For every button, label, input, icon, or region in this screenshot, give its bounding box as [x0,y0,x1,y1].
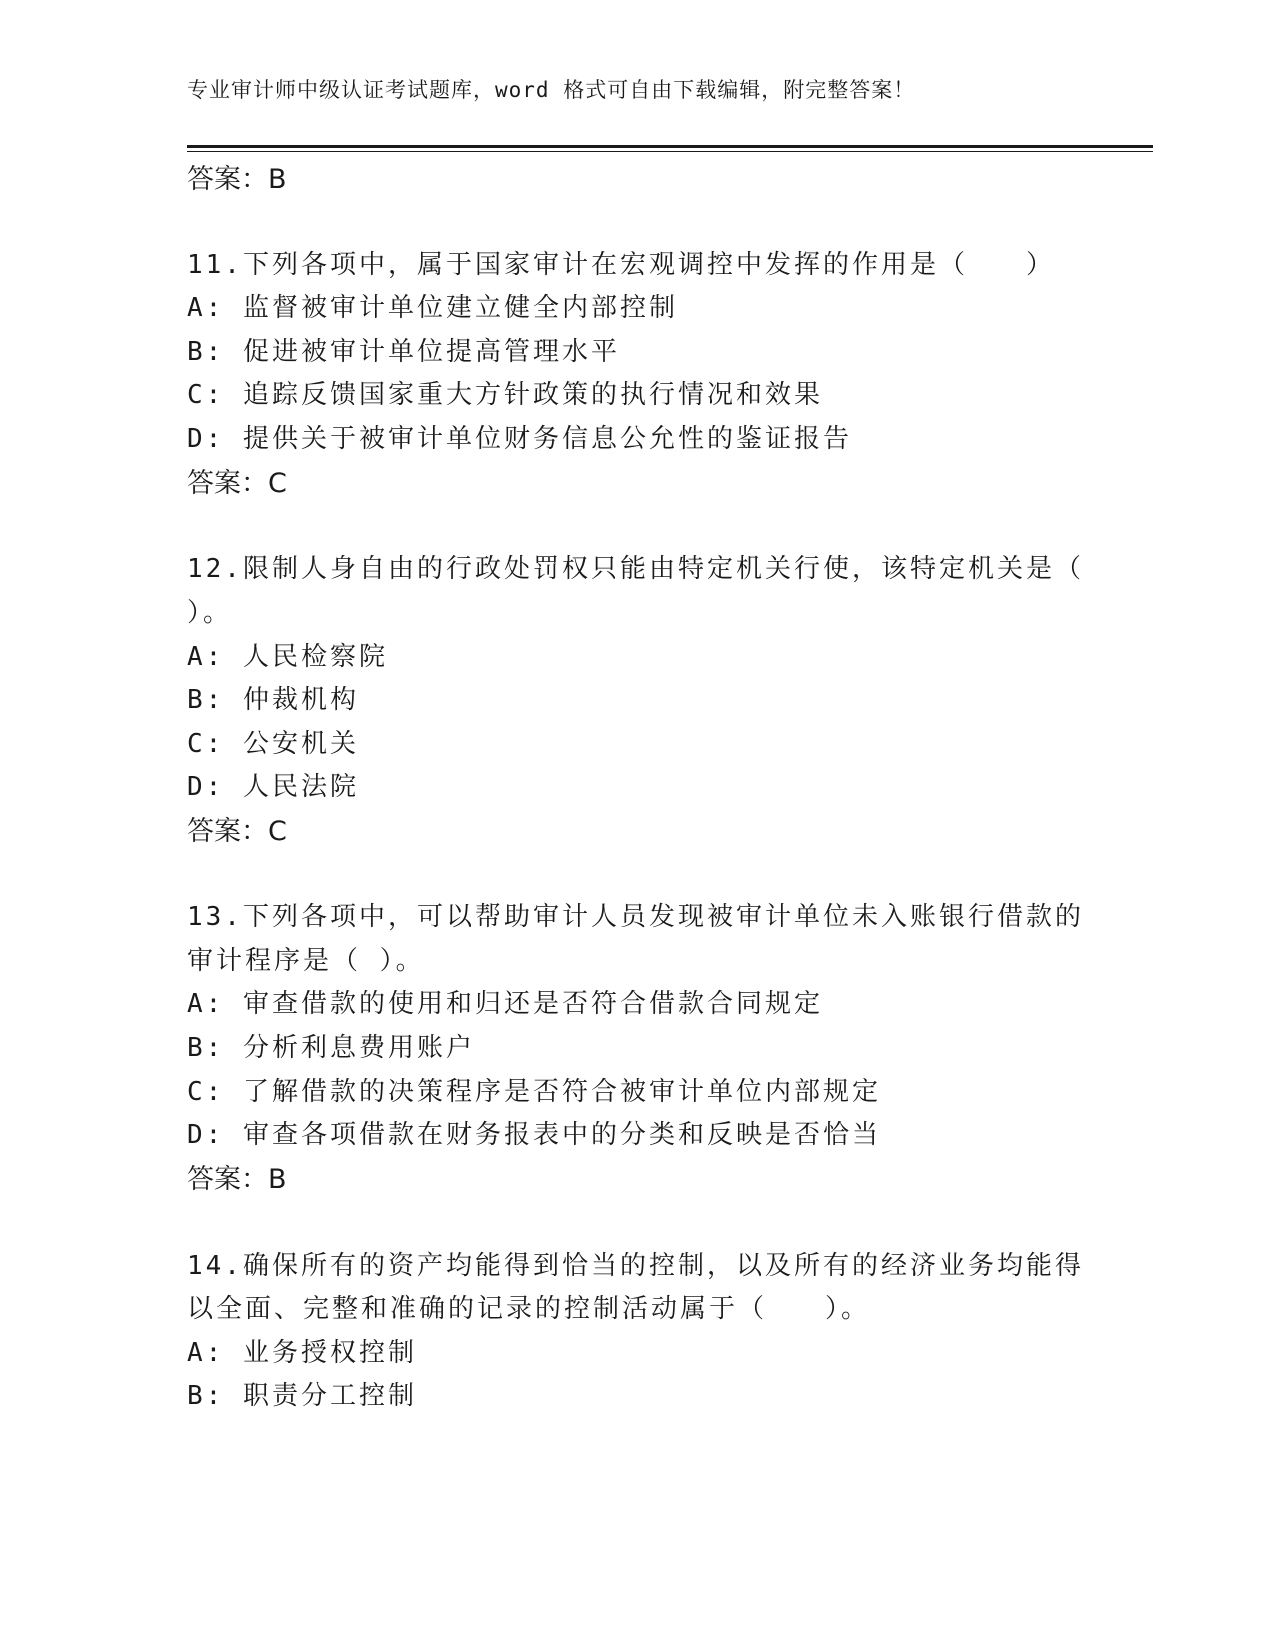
page-header: 专业审计师中级认证考试题库，word 格式可自由下载编辑，附完整答案！ [187,78,916,102]
question-12-option-a: A: 人民检察院 [187,642,388,672]
question-11-answer: 答案：C [187,468,287,499]
question-12-option-b: B: 仲裁机构 [187,685,359,715]
question-12-answer: 答案：C [187,816,287,847]
question-13-text-line-2: 审计程序是（ ）。 [187,946,425,976]
question-11-option-d: D: 提供关于被审计单位财务信息公允性的鉴证报告 [187,424,852,454]
question-12-option-c: C: 公安机关 [187,729,359,759]
question-14-option-a: A: 业务授权控制 [187,1338,417,1368]
question-14-text-line-2: 以全面、完整和准确的记录的控制活动属于（ ）。 [187,1294,871,1324]
question-13-text-line-1: 13.下列各项中，可以帮助审计人员发现被审计单位未入账银行借款的 [187,902,1084,932]
previous-answer: 答案：B [187,164,287,195]
question-11-option-a: A: 监督被审计单位建立健全内部控制 [187,293,678,323]
question-12-text-line-1: 12.限制人身自由的行政处罚权只能由特定机关行使，该特定机关是（ [187,554,1084,584]
question-13-option-b: B: 分析利息费用账户 [187,1033,475,1063]
question-11-option-c: C: 追踪反馈国家重大方针政策的执行情况和效果 [187,380,823,410]
question-12-option-d: D: 人民法院 [187,772,359,802]
question-11-option-b: B: 促进被审计单位提高管理水平 [187,337,620,367]
question-13-option-c: C: 了解借款的决策程序是否符合被审计单位内部规定 [187,1077,881,1107]
header-rule-thick [187,145,1153,148]
header-rule-thin [187,151,1153,152]
question-13-option-a: A: 审查借款的使用和归还是否符合借款合同规定 [187,989,823,1019]
question-14-text-line-1: 14.确保所有的资产均能得到恰当的控制，以及所有的经济业务均能得 [187,1251,1084,1281]
question-13-answer: 答案：B [187,1164,287,1195]
question-13-option-d: D: 审查各项借款在财务报表中的分类和反映是否恰当 [187,1120,881,1150]
question-12-text-line-2: ）。 [187,598,233,628]
question-11-text: 11.下列各项中，属于国家审计在宏观调控中发挥的作用是（ ） [187,250,1055,280]
question-14-option-b: B: 职责分工控制 [187,1381,417,1411]
